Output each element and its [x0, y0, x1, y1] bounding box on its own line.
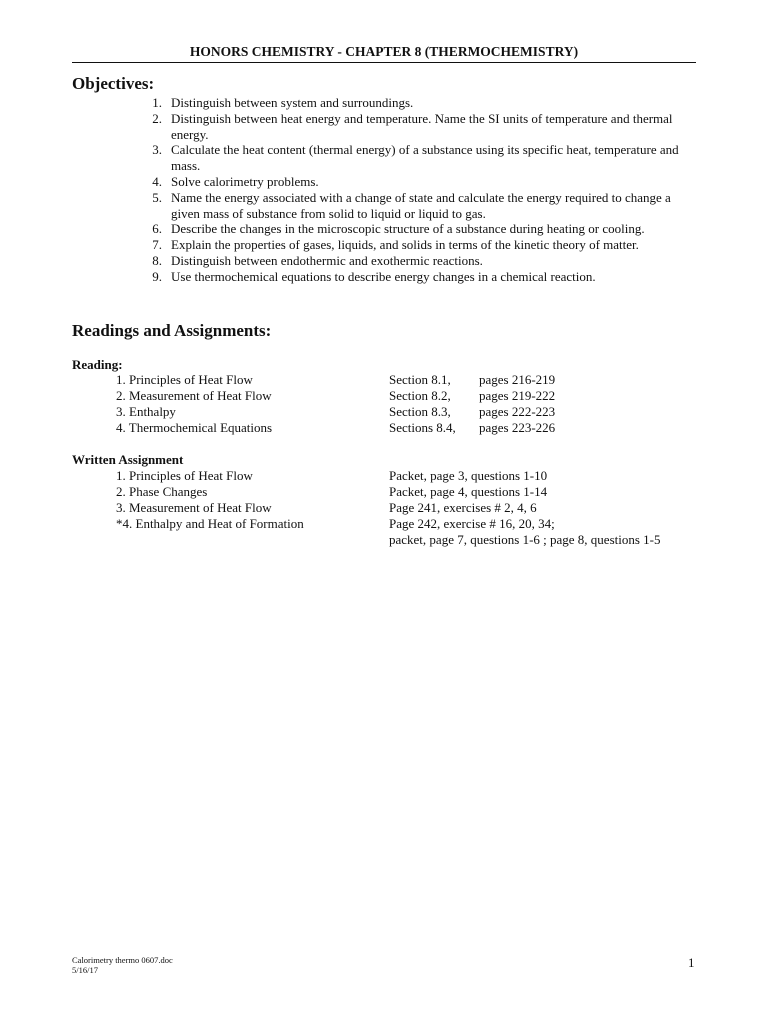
readings-heading: Readings and Assignments:	[72, 321, 272, 340]
objective-text: Name the energy associated with a change of state and calculate the energy required to change a given mass of substance from solid to liquid or liquid to gas.	[171, 189, 671, 221]
reading-section: Section 8.1,	[389, 372, 451, 387]
reading-section: Sections 8.4,	[389, 419, 456, 435]
assignment-detail: Packet, page 3, questions 1-10	[389, 468, 548, 483]
objective-text: Distinguish between heat energy and temperature. Name the SI units of temperature and thermal energy.	[171, 110, 673, 142]
reading-list	[72, 372, 702, 436]
assignment-item	[72, 516, 702, 532]
assignment-detail: Page 242, exercise # 16, 20, 34;	[389, 515, 555, 531]
assignment-detail-continued: packet, page 7, questions 1-6 ; page 8, questions 1-5	[389, 532, 661, 547]
reading-title: 1. Principles of Heat Flow	[116, 372, 253, 387]
objective-item	[72, 269, 702, 285]
assignment-title: 1. Principles of Heat Flow	[116, 468, 253, 483]
written-assignment-list	[72, 468, 702, 532]
objective-number: 1.	[152, 95, 162, 110]
reading-title: 4. Thermochemical Equations	[116, 419, 273, 435]
objectives-heading: Objectives:	[72, 74, 155, 93]
reading-title: 2. Measurement of Heat Flow	[116, 387, 272, 403]
objective-item	[72, 111, 702, 143]
objective-text: Explain the properties of gases, liquids, and solids in terms of the kinetic theory of matter.	[171, 237, 639, 253]
objective-text: Use thermochemical equations to describe energy changes in a chemical reaction.	[171, 268, 596, 284]
assignment-detail: Page 241, exercises # 2, 4, 6	[389, 499, 537, 515]
objective-text: Describe the changes in the microscopic structure of a substance during heating or cooling.	[171, 221, 645, 237]
objective-number: 9.	[152, 268, 162, 284]
objective-number: 3.	[152, 142, 162, 158]
reading-pages: pages 216-219	[479, 372, 556, 387]
objective-text: Distinguish between endothermic and exothermic reactions.	[171, 252, 483, 268]
objective-text: Distinguish between system and surroundings.	[171, 95, 414, 110]
assignment-title: *4. Enthalpy and Heat of Formation	[116, 515, 304, 531]
assignment-item	[72, 500, 702, 516]
reading-pages: pages 223-226	[479, 419, 556, 435]
reading-item	[72, 420, 702, 436]
assignment-title: 3. Measurement of Heat Flow	[116, 499, 272, 515]
objective-item	[72, 142, 702, 174]
footer-date: 5/16/17	[72, 965, 98, 975]
written-assignment-label: Written Assignment	[72, 452, 184, 467]
assignment-title: 2. Phase Changes	[116, 483, 208, 499]
reading-pages: pages 222-223	[479, 403, 556, 419]
objective-number: 2.	[152, 110, 162, 126]
objective-item	[72, 174, 702, 190]
objective-number: 6.	[152, 221, 162, 237]
assignment-detail: Packet, page 4, questions 1-14	[389, 483, 548, 499]
footer-filename: Calorimetry thermo 0607.doc	[72, 955, 173, 965]
assignment-item	[72, 484, 702, 500]
assignment-item	[72, 468, 702, 484]
reading-item	[72, 372, 702, 388]
reading-pages: pages 219-222	[479, 387, 556, 403]
objective-item	[72, 253, 702, 269]
reading-item	[72, 404, 702, 420]
objective-number: 4.	[152, 173, 162, 189]
objectives-list	[72, 95, 702, 285]
objective-number: 5.	[152, 189, 162, 205]
reading-title: 3. Enthalpy	[116, 403, 176, 419]
objective-number: 7.	[152, 237, 162, 253]
footer	[72, 955, 173, 975]
objective-number: 8.	[152, 252, 162, 268]
reading-section: Section 8.3,	[389, 403, 451, 419]
reading-label: Reading:	[72, 357, 123, 372]
page-number: 1	[688, 955, 695, 970]
objective-item	[72, 95, 702, 111]
reading-section: Section 8.2,	[389, 387, 451, 403]
objective-text: Solve calorimetry problems.	[171, 173, 319, 189]
reading-item	[72, 388, 702, 404]
objective-item	[72, 221, 702, 237]
objective-item	[72, 190, 702, 222]
page-header-title: HONORS CHEMISTRY - CHAPTER 8 (THERMOCHEMISTRY)	[72, 44, 696, 63]
objective-item	[72, 237, 702, 253]
objective-text: Calculate the heat content (thermal energy) of a substance using its specific heat, temperature and mass.	[171, 142, 679, 174]
